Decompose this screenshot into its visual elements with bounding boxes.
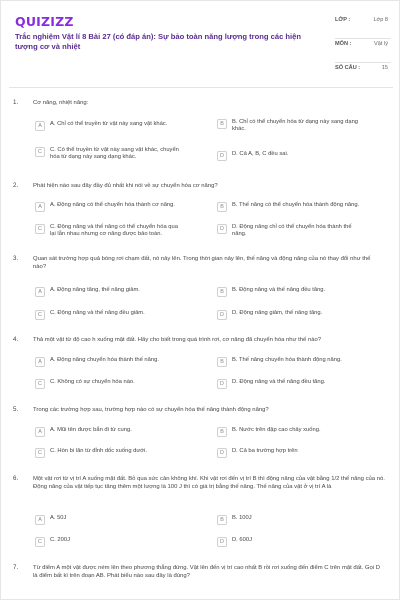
option-c[interactable] [35,379,185,389]
option-c[interactable] [35,537,185,547]
question-text: Một vật rơi từ vị trí A xuống mặt đất. Bỏ qua sức cản không khí. Khi vật rơi đến vị trí B thì động năng của vật bằng 1/2 thế năng của nó. Động năng của vật tiếp tục tăng thêm một lượng là 100 J thì có giá trị bằng thế năng. Thế năng của vật ở vị trí A là [33,476,385,490]
option-letter: D [217,151,227,161]
question-6 [9,475,393,555]
option-letter: C [35,537,45,547]
option-text: B. 100J [232,515,252,521]
option-letter: A [35,515,45,525]
option-a[interactable] [35,121,185,131]
option-a[interactable] [35,357,185,367]
option-text: A. Động năng chuyển hóa thành thế năng. [50,357,159,363]
option-d[interactable] [217,310,367,320]
option-letter: B [217,357,227,367]
worksheet-title: Trắc nghiệm Vật lí 8 Bài 27 (có đáp án): Sự bảo toàn năng lượng trong các hiện tượng cơ và nhiệt [15,32,302,51]
option-b[interactable] [217,287,367,297]
option-letter: D [217,224,227,234]
option-letter: A [35,427,45,437]
option-letter: B [217,119,227,129]
option-letter: C [35,224,45,234]
question-1 [9,99,393,169]
option-text: B. Thế năng có thể chuyển hóa thành động năng. [232,202,360,208]
count-value: 15 [381,65,388,71]
option-b[interactable] [217,119,367,134]
option-text: A. Động năng có thể chuyển hóa thành cơ năng. [50,202,175,208]
question-number: 7. [13,564,19,571]
question-number: 2. [13,182,19,189]
question-2 [9,182,393,248]
option-b[interactable] [217,427,367,437]
option-text: C. 200J [50,537,70,543]
question-7 [9,564,393,594]
option-letter: B [217,427,227,437]
class-value: Lớp 8 [373,17,388,23]
option-text: A. Động năng tăng, thế năng giảm. [50,287,140,293]
subject-value: Vật lý [374,41,388,47]
question-number: 3. [13,255,19,262]
question-text: Trong các trường hợp sau, trường hợp nào có sự chuyển hóa thế năng thành động năng? [33,407,269,413]
option-text: B. Động năng và thế năng đều tăng. [232,287,326,293]
option-letter: C [35,147,45,157]
option-letter: D [217,310,227,320]
question-3 [9,255,393,321]
option-text: A. Chỉ có thể truyền từ vật này sang vật khác. [50,121,168,127]
option-a[interactable] [35,287,185,297]
header-divider [9,87,393,88]
option-text: A. 50J [50,515,67,521]
option-b[interactable] [217,515,367,525]
question-number: 5. [13,406,19,413]
option-c[interactable] [35,147,185,162]
option-letter: C [35,310,45,320]
option-b[interactable] [217,357,367,367]
option-letter: A [35,202,45,212]
option-text: D. Động năng giảm, thế năng tăng. [232,310,323,316]
option-a[interactable] [35,202,185,212]
option-text: D. Động năng và thế năng đều tăng. [232,379,326,385]
question-text: Phát hiện nào sau đây đầy đủ nhất khi nói về sự chuyển hóa cơ năng? [33,183,218,189]
option-a[interactable] [35,515,185,525]
option-text: D. Động năng chỉ có thể chuyển hóa thành thế năng. [232,224,352,238]
question-text: Cơ năng, nhiệt năng: [33,100,89,106]
option-text: A. Mũi tên được bắn đi từ cung. [50,427,132,433]
option-text: D. Cả ba trường hợp trên [232,448,298,454]
option-letter: B [217,287,227,297]
option-letter: B [217,515,227,525]
option-d[interactable] [217,537,367,547]
option-text: B. Thế năng chuyển hóa thành động năng. [232,357,342,363]
question-5 [9,406,393,466]
question-text: Thả một vật từ độ cao h xuống mặt đất. Hãy cho biết trong quá trình rơi, cơ năng đã chuyển hóa như thế nào? [33,337,322,343]
option-text: B. Chỉ có thể chuyển hóa từ dạng này sang dạng khác. [232,119,359,133]
option-letter: B [217,202,227,212]
quizizz-logo: QUIZIZZ [15,14,74,29]
option-letter: D [217,537,227,547]
option-b[interactable] [217,202,367,212]
option-c[interactable] [35,224,185,239]
option-text: C. Động năng và thế năng có thể chuyển hóa qua lại lẫn nhau nhưng cơ năng được bảo toàn. [50,224,178,238]
option-letter: A [35,287,45,297]
option-text: D. Cả A, B, C đều sai. [232,151,289,157]
count-label: SỐ CÂU : [335,65,361,71]
subject-label: MÔN : [335,41,352,47]
question-number: 4. [13,336,19,343]
meta-count-row [335,63,391,79]
option-text: C. Động năng và thế năng đều giảm. [50,310,145,316]
question-text: Quan sát trường hợp quả bóng rơi chạm đất, nó nảy lên. Trong thời gian nảy lên, thế năng và động năng của nó thay đổi như thế nào? [33,256,371,270]
question-number: 1. [13,99,19,106]
option-letter: D [217,379,227,389]
question-text: Từ điểm A một vật được ném lên theo phương thẳng đứng. Vật lên đến vị trí cao nhất B rồi rơi xuống đến điểm C trên mặt đất. Gọi D là điểm bất kì trên đoạn AB. Phát biểu nào sau đây là đúng? [33,565,380,579]
option-letter: A [35,121,45,131]
option-letter: A [35,357,45,367]
option-letter: D [217,448,227,458]
option-letter: C [35,379,45,389]
option-a[interactable] [35,427,185,437]
option-text: D. 600J [232,537,252,543]
option-text: C. Có thể truyền từ vật này sang vật khác, chuyển hóa từ dạng này sang dạng khác. [50,147,179,161]
option-d[interactable] [217,448,367,458]
option-text: C. Hòn bi lăn từ đỉnh dốc xuống dưới. [50,448,147,454]
question-4 [9,336,393,396]
option-text: B. Nước trên đập cao chảy xuống. [232,427,321,433]
option-d[interactable] [217,151,367,161]
option-c[interactable] [35,448,185,458]
meta-subject-row [335,39,391,63]
question-number: 6. [13,475,19,482]
meta-class-row [335,15,391,39]
option-text: C. Không có sự chuyển hóa nào. [50,379,135,385]
option-c[interactable] [35,310,185,320]
option-d[interactable] [217,224,367,239]
meta-box [335,15,391,79]
option-d[interactable] [217,379,367,389]
class-label: LỚP : [335,17,351,23]
option-letter: C [35,448,45,458]
